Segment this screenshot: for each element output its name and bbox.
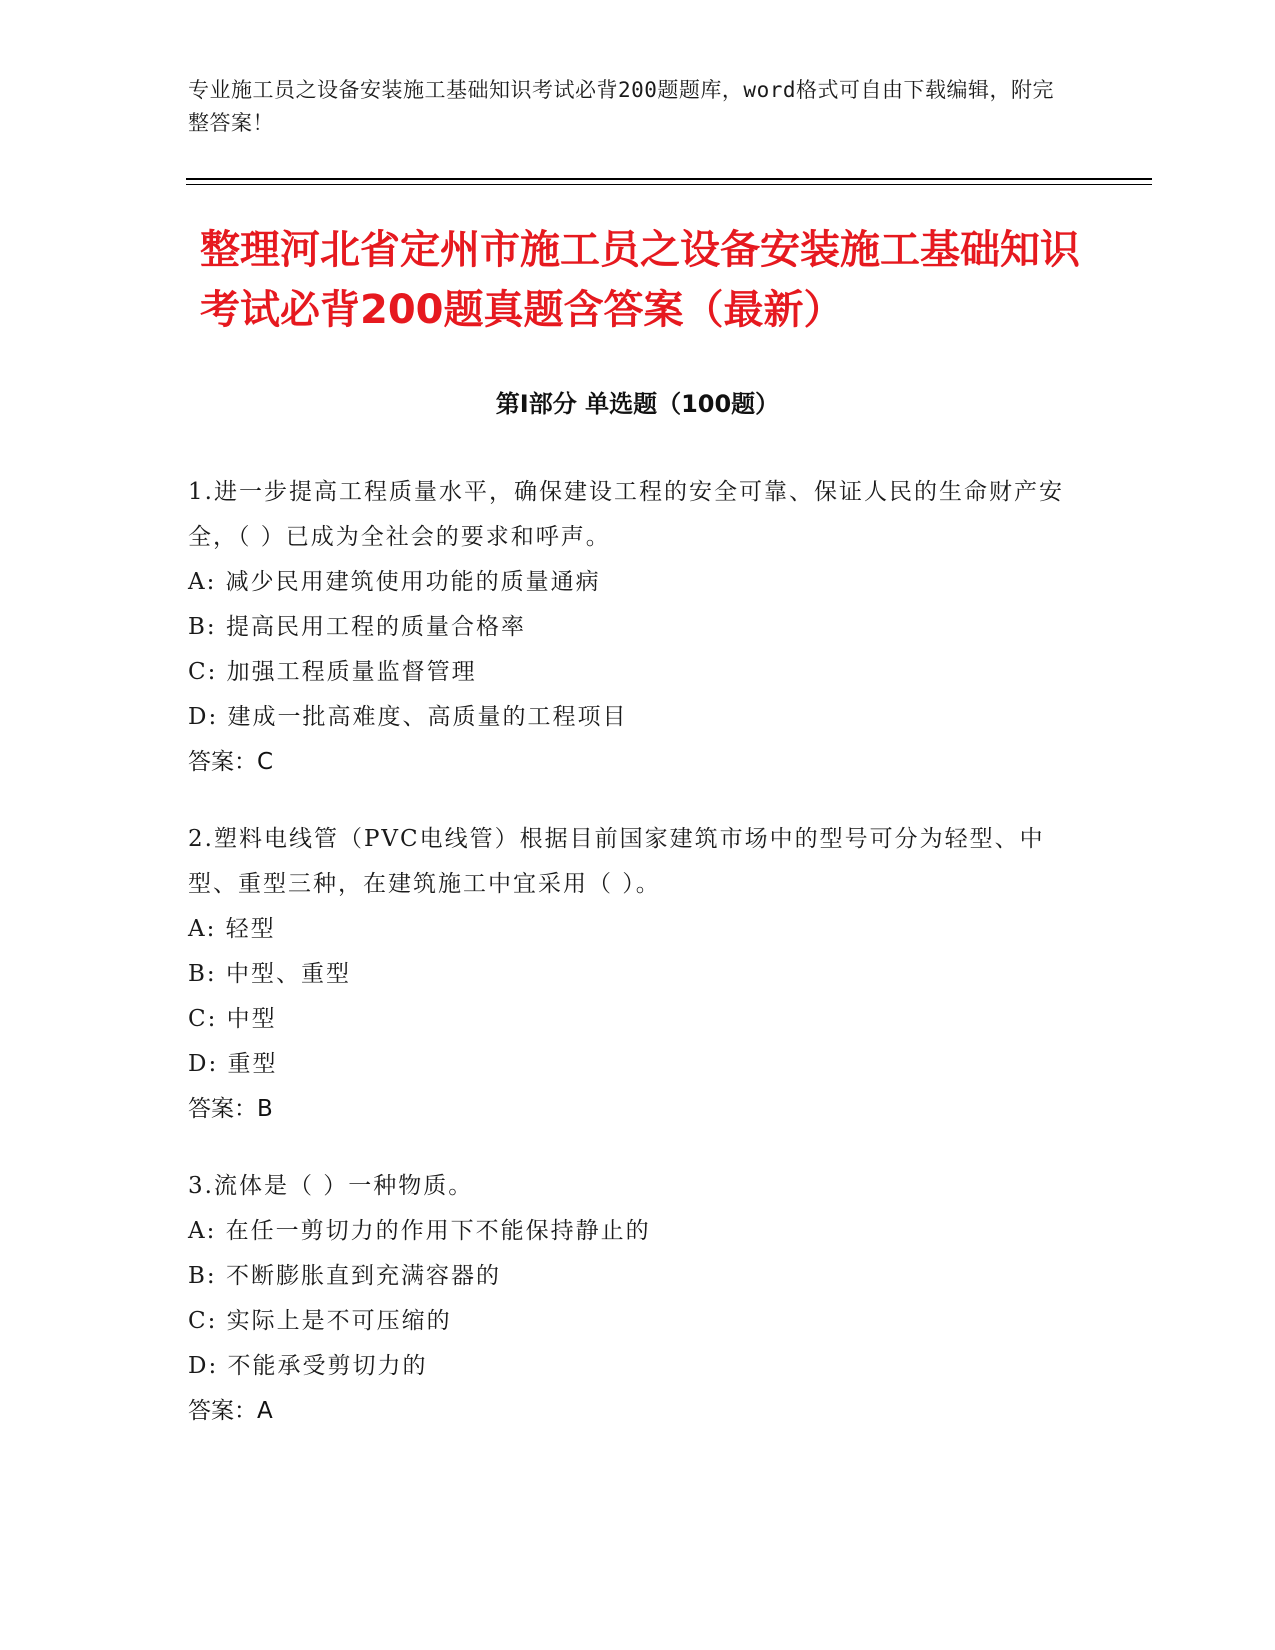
section-heading: 第I部分 单选题（100题） <box>495 390 780 418</box>
option-c: C: 中型 <box>188 1006 277 1032</box>
question-3 <box>188 1164 1088 1434</box>
option-c: C: 实际上是不可压缩的 <box>188 1308 452 1334</box>
option-b: B: 不断膨胀直到充满容器的 <box>188 1263 501 1289</box>
option-d: D: 不能承受剪切力的 <box>188 1353 428 1379</box>
header-divider-thin <box>186 184 1152 185</box>
document-title: 整理河北省定州市施工员之设备安装施工基础知识考试必背200题真题含答案（最新） <box>200 227 1080 333</box>
option-c: C: 加强工程质量监督管理 <box>188 659 477 685</box>
option-a: A: 在任一剪切力的作用下不能保持静止的 <box>188 1218 651 1244</box>
header-note: 专业施工员之设备安装施工基础知识考试必背200题题库，word格式可自由下载编辑，附完整答案！ <box>188 78 1054 135</box>
option-b: B: 提高民用工程的质量合格率 <box>188 614 526 640</box>
question-stem: 3.流体是（ ）一种物质。 <box>188 1173 474 1199</box>
option-d: D: 建成一批高难度、高质量的工程项目 <box>188 704 628 730</box>
header-divider-thick <box>186 178 1152 180</box>
answer: 答案：B <box>188 1096 273 1122</box>
option-a: A: 轻型 <box>188 916 276 942</box>
question-2 <box>188 817 1088 1132</box>
option-b: B: 中型、重型 <box>188 961 351 987</box>
question-list <box>188 470 1088 1466</box>
question-stem: 2.塑料电线管（PVC电线管）根据目前国家建筑市场中的型号可分为轻型、中型、重型三种，在建筑施工中宜采用（ ）。 <box>188 826 1045 897</box>
option-d: D: 重型 <box>188 1051 278 1077</box>
answer: 答案：C <box>188 749 274 775</box>
question-stem: 1.进一步提高工程质量水平，确保建设工程的安全可靠、保证人民的生命财产安全，（ ）已成为全社会的要求和呼声。 <box>188 479 1064 550</box>
answer: 答案：A <box>188 1398 273 1424</box>
question-1 <box>188 470 1088 785</box>
option-a: A: 减少民用建筑使用功能的质量通病 <box>188 569 601 595</box>
